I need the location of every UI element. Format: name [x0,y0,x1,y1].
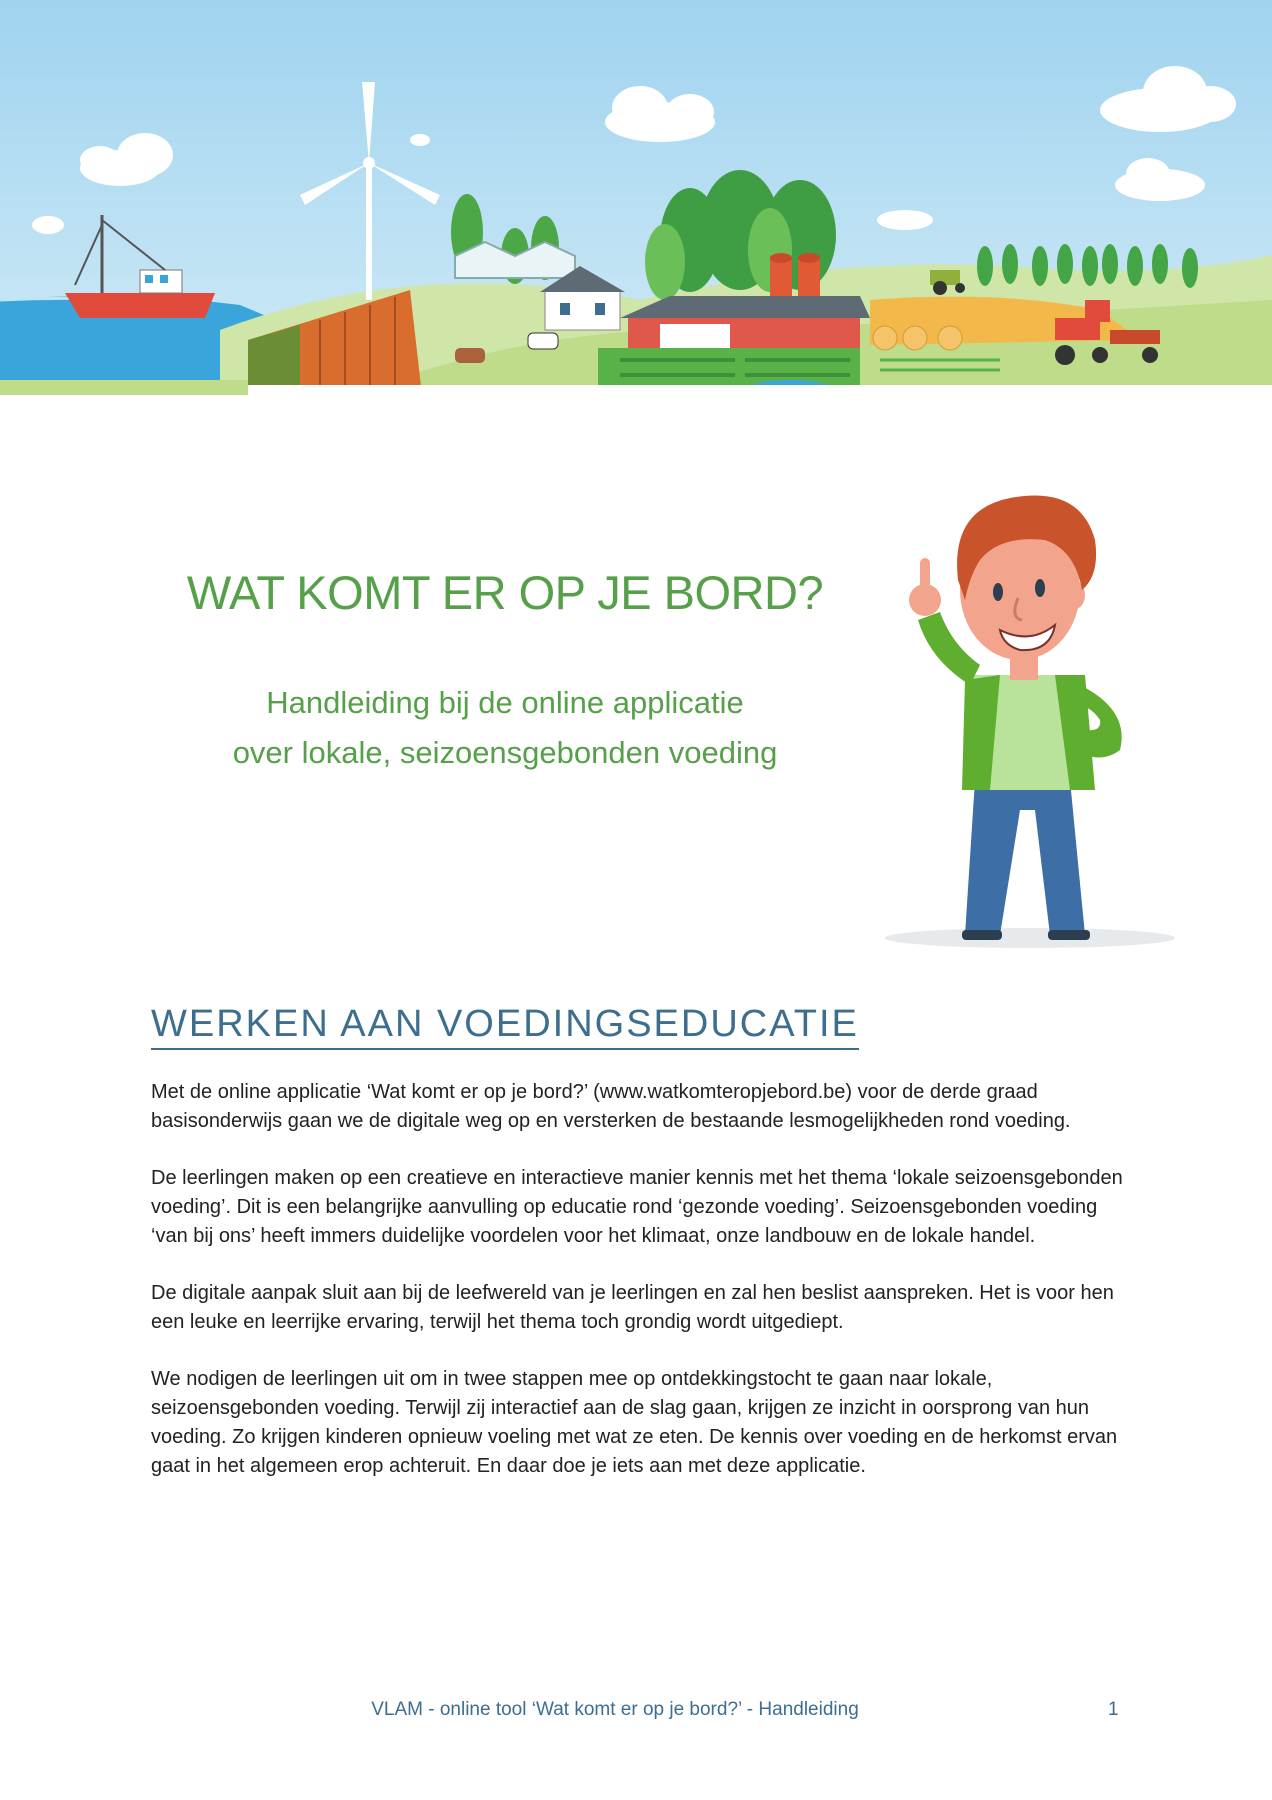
paragraph-4: We nodigen de leerlingen uit om in twee stappen mee op ontdekkingstocht te gaan naar lokale, seizoensgebonden voeding. Terwijl zij interactief aan de slag gaan, krijgen ze inzicht in oorsprong van hun voeding. Zo krijgen kinderen opnieuw voeling met wat ze eten. De kennis over voeding en de herkomst ervan gaat in het algemeen erop achteruit. En daar doe je iets aan met deze applicatie. [151,1368,1118,1477]
body-text [151,1078,1136,1509]
page-number: 1 [1108,1699,1119,1720]
farm-landscape-banner [0,0,1272,410]
farm-landscape-illustration [0,0,1272,410]
footer-text: VLAM - online tool ‘Wat komt er op je bord?’ - Handleiding [371,1699,859,1720]
paragraph-2: De leerlingen maken op een creatieve en interactieve manier kennis met het thema ‘lokale seizoensgebonden voeding’. Dit is een belangrijke aanvulling op educatie rond ‘gezonde voeding’. Seizoensgebonden voeding ‘van bij ons’ heeft immers duidelijke voordelen voor het klimaat, onze landbouw en de lokale handel. [151,1167,1123,1247]
subtitle-line-1: Handleiding bij de online applicatie [266,685,744,720]
pointing-boy-illustration [870,480,1190,965]
document-title: WAT KOMT ER OP JE BORD? [186,566,824,619]
document-subtitle [130,678,880,778]
section-heading: WERKEN AAN VOEDINGSEDUCATIE [151,1003,859,1050]
paragraph-3: De digitale aanpak sluit aan bij de leefwereld van je leerlingen en zal hen beslist aanspreken. Het is voor hen een leuke en leerrijke ervaring, terwijl het thema toch grondig wordt uitgediept. [151,1282,1114,1333]
page-footer [0,1699,1272,1729]
paragraph-1: Met de online applicatie ‘Wat komt er op je bord?’ (www.watkomteropjebord.be) voor de derde graad basisonderwijs gaan we de digitale weg op en versterken de bestaande lesmogelijkheden rond voeding. [151,1081,1071,1132]
subtitle-line-2: over lokale, seizoensgebonden voeding [232,735,778,770]
